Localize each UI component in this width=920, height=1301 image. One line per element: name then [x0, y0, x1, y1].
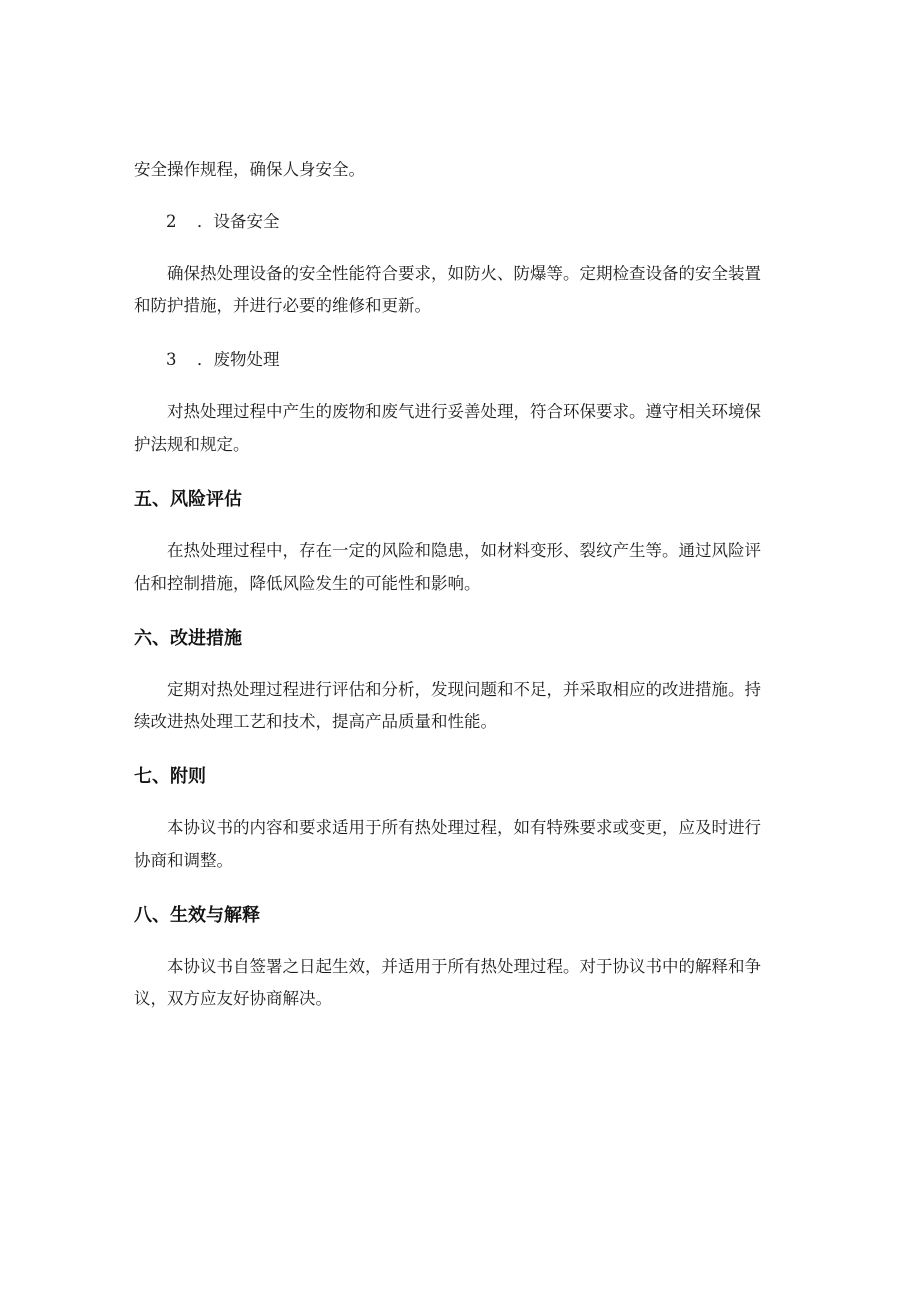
- list-item-title: ．设备安全: [197, 212, 280, 231]
- list-item-title: ．废物处理: [197, 350, 280, 369]
- section-heading-improvements: 六、改进措施: [134, 628, 242, 649]
- paragraph-line: 护法规和规定。: [134, 435, 250, 454]
- section-heading-supplementary: 七、附则: [134, 766, 206, 787]
- paragraph-line: 对热处理过程中产生的废物和废气进行妥善处理，符合环保要求。遵守相关环境保: [167, 402, 761, 421]
- paragraph-line: 本协议书的内容和要求适用于所有热处理过程，如有特殊要求或变更，应及时进行: [167, 818, 761, 837]
- paragraph-line: 协商和调整。: [134, 851, 233, 870]
- list-item-number: 3: [166, 350, 177, 369]
- paragraph-line: 安全操作规程，确保人身安全。: [134, 160, 365, 179]
- paragraph-line: 本协议书自签署之日起生效，并适用于所有热处理过程。对于协议书中的解释和争: [167, 957, 761, 976]
- paragraph-line: 估和控制措施，降低风险发生的可能性和影响。: [134, 574, 481, 593]
- paragraph-line: 续改进热处理工艺和技术，提高产品质量和性能。: [134, 712, 497, 731]
- section-heading-effect-interpretation: 八、生效与解释: [134, 905, 260, 926]
- section-heading-risk-assessment: 五、风险评估: [134, 489, 242, 510]
- paragraph-line: 定期对热处理过程进行评估和分析，发现问题和不足，并采取相应的改进措施。持: [167, 680, 761, 699]
- paragraph-line: 和防护措施，并进行必要的维修和更新。: [134, 296, 431, 315]
- paragraph-line: 在热处理过程中，存在一定的风险和隐患，如材料变形、裂纹产生等。通过风险评: [167, 541, 761, 560]
- list-item-number: 2: [166, 212, 177, 231]
- paragraph-line: 议，双方应友好协商解决。: [134, 989, 332, 1008]
- paragraph-line: 确保热处理设备的安全性能符合要求，如防火、防爆等。定期检查设备的安全装置: [167, 264, 761, 283]
- list-item-equipment-safety: [166, 212, 280, 232]
- list-item-waste-handling: [166, 350, 280, 370]
